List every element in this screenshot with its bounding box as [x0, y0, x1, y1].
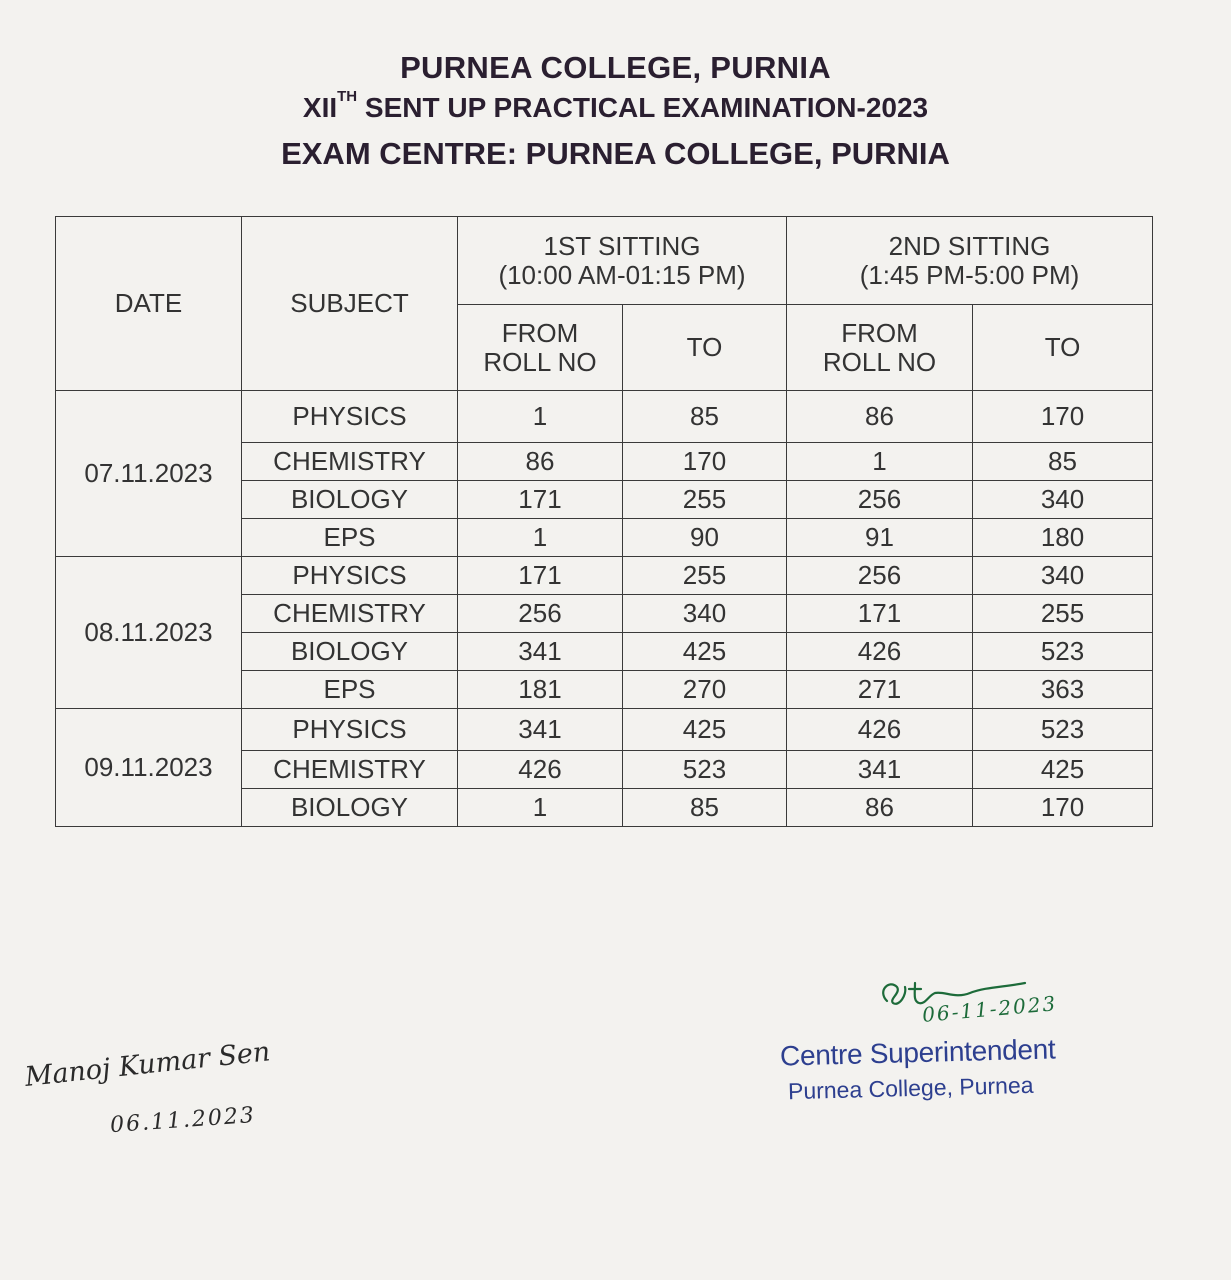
s2-to-cell: 523: [973, 709, 1153, 751]
header-s1-from: [458, 305, 623, 391]
superintendent-stamp: [770, 965, 1100, 1115]
s2-to-cell: 340: [973, 557, 1153, 595]
s1-from-cell: 171: [458, 557, 623, 595]
s1-to-cell: 90: [623, 519, 787, 557]
subject-cell: BIOLOGY: [242, 633, 458, 671]
exam-centre: EXAM CENTRE: PURNEA COLLEGE, PURNIA: [281, 136, 950, 171]
s1-from-cell: 1: [458, 789, 623, 827]
s2-from-cell: 1: [787, 443, 973, 481]
exam-title-rest: SENT UP PRACTICAL EXAMINATION-2023: [357, 92, 929, 123]
s1-from-cell: 1: [458, 519, 623, 557]
s2-from-cell: 426: [787, 709, 973, 751]
sitting-1-title: 1ST SITTING: [543, 230, 701, 261]
sitting-2-time: (1:45 PM-5:00 PM): [859, 259, 1080, 290]
sitting-2-title: 2ND SITTING: [888, 230, 1051, 261]
s2-from-cell: 86: [787, 789, 973, 827]
date-cell: 08.11.2023: [56, 557, 242, 709]
roll-no-label: ROLL NO: [483, 346, 597, 377]
subject-cell: BIOLOGY: [242, 481, 458, 519]
subject-cell: EPS: [242, 671, 458, 709]
schedule-table: [55, 216, 1153, 827]
s2-to-cell: 363: [973, 671, 1153, 709]
header-s1-to: TO: [623, 305, 787, 391]
subject-cell: PHYSICS: [242, 391, 458, 443]
s1-to-cell: 255: [623, 481, 787, 519]
subject-cell: CHEMISTRY: [242, 595, 458, 633]
s2-from-cell: 426: [787, 633, 973, 671]
exam-title-prefix: XII: [302, 92, 338, 123]
from-label: FROM: [841, 317, 918, 348]
invigilator-signature: [23, 1036, 345, 1150]
s2-to-cell: 523: [973, 633, 1153, 671]
sitting-1-time: (10:00 AM-01:15 PM): [498, 259, 746, 290]
s1-from-cell: 1: [458, 391, 623, 443]
schedule-body: [56, 391, 1153, 827]
s2-to-cell: 170: [973, 789, 1153, 827]
s2-from-cell: 256: [787, 481, 973, 519]
s1-to-cell: 255: [623, 557, 787, 595]
subject-cell: EPS: [242, 519, 458, 557]
header-subject: SUBJECT: [242, 217, 458, 391]
s1-from-cell: 341: [458, 633, 623, 671]
s2-to-cell: 255: [973, 595, 1153, 633]
date-cell: 07.11.2023: [56, 391, 242, 557]
superintendent-role: Centre Superintendent: [779, 1033, 1056, 1072]
subject-cell: PHYSICS: [242, 557, 458, 595]
s1-from-cell: 256: [458, 595, 623, 633]
header-s2-to: TO: [973, 305, 1153, 391]
header-sitting-1: [458, 217, 787, 305]
s2-from-cell: 271: [787, 671, 973, 709]
s1-to-cell: 425: [623, 709, 787, 751]
s2-to-cell: 85: [973, 443, 1153, 481]
s2-from-cell: 86: [787, 391, 973, 443]
s1-from-cell: 171: [458, 481, 623, 519]
s2-to-cell: 425: [973, 751, 1153, 789]
s2-to-cell: 180: [973, 519, 1153, 557]
exam-title-superscript: TH: [337, 88, 358, 105]
college-title: PURNEA COLLEGE, PURNIA: [400, 50, 831, 85]
s1-to-cell: 85: [623, 391, 787, 443]
signature-date: 06.11.2023: [109, 1102, 257, 1139]
subject-cell: PHYSICS: [242, 709, 458, 751]
s1-from-cell: 426: [458, 751, 623, 789]
table-row: [56, 557, 1153, 595]
s2-to-cell: 340: [973, 481, 1153, 519]
subject-cell: BIOLOGY: [242, 789, 458, 827]
header-date: DATE: [56, 217, 242, 391]
date-cell: 09.11.2023: [56, 709, 242, 827]
s1-to-cell: 340: [623, 595, 787, 633]
superintendent-org: Purnea College, Purnea: [787, 1071, 1034, 1105]
s1-to-cell: 85: [623, 789, 787, 827]
table-row: [56, 709, 1153, 751]
s1-to-cell: 523: [623, 751, 787, 789]
s1-to-cell: 425: [623, 633, 787, 671]
s2-from-cell: 171: [787, 595, 973, 633]
header-s2-from: [787, 305, 973, 391]
exam-title: [0, 88, 1231, 124]
s2-from-cell: 341: [787, 751, 973, 789]
signature-name: Manoj Kumar Sen: [23, 1036, 272, 1093]
s1-from-cell: 341: [458, 709, 623, 751]
roll-no-label: ROLL NO: [822, 346, 937, 377]
header-sitting-2: [787, 217, 1153, 305]
subject-cell: CHEMISTRY: [242, 751, 458, 789]
s1-from-cell: 181: [458, 671, 623, 709]
s1-to-cell: 270: [623, 671, 787, 709]
subject-cell: CHEMISTRY: [242, 443, 458, 481]
s2-to-cell: 170: [973, 391, 1153, 443]
from-label: FROM: [501, 317, 579, 348]
s2-from-cell: 91: [787, 519, 973, 557]
table-row: [56, 391, 1153, 443]
s2-from-cell: 256: [787, 557, 973, 595]
superintendent-date: 06-11-2023: [921, 991, 1059, 1027]
s1-from-cell: 86: [458, 443, 623, 481]
s1-to-cell: 170: [623, 443, 787, 481]
